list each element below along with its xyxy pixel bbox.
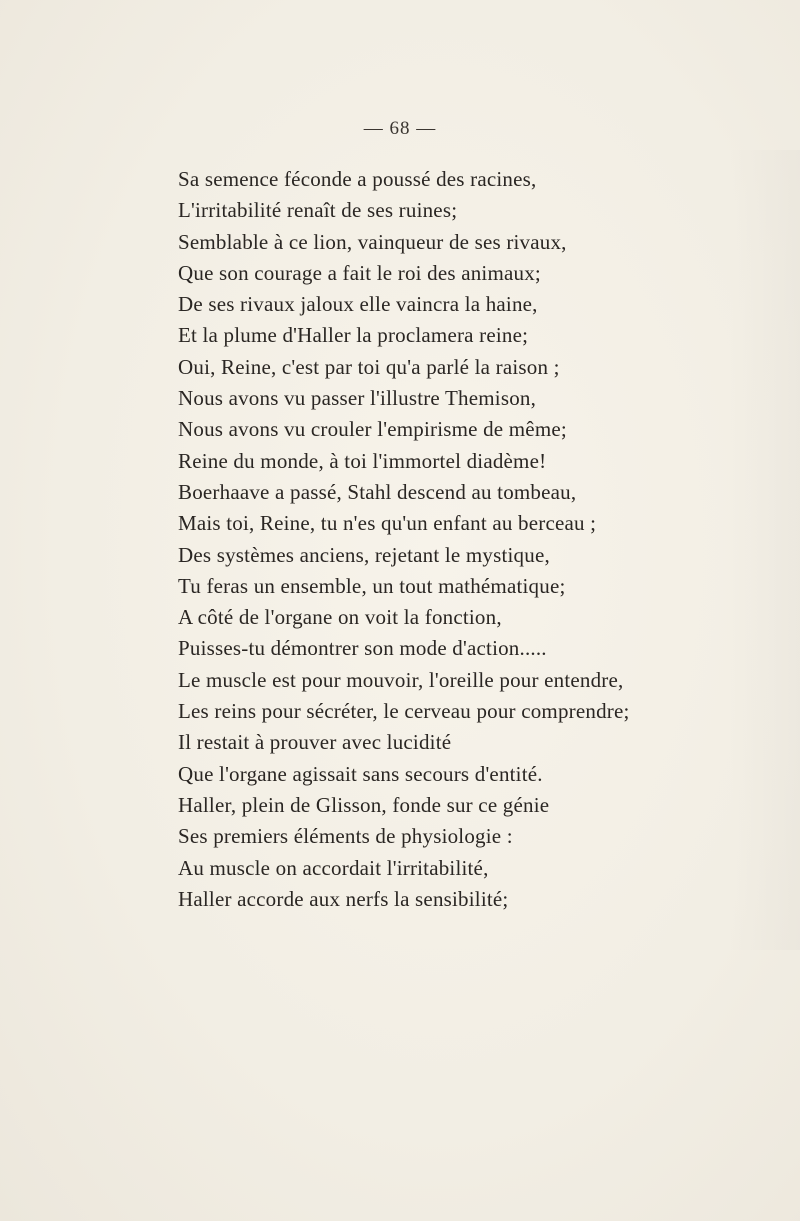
show-through-shadow (730, 150, 800, 950)
verse-line: Il restait à prouver avec lucidité (178, 730, 452, 755)
verse-line: Boerhaave a passé, Stahl descend au tombeau, (178, 479, 577, 504)
verse-line: Haller accorde aux nerfs la sensibilité; (178, 886, 509, 911)
verse-line: De ses rivaux jaloux elle vaincra la haine, (178, 292, 538, 317)
verse-line: Semblable à ce lion, vainqueur de ses rivaux, (178, 229, 567, 254)
verse-line: Nous avons vu passer l'illustre Themison, (178, 386, 537, 411)
verse-line: Mais toi, Reine, tu n'es qu'un enfant au berceau ; (178, 511, 597, 536)
verse-line: Puisses-tu démontrer son mode d'action..... (178, 636, 547, 661)
verse-line: Le muscle est pour mouvoir, l'oreille pour entendre, (178, 667, 624, 692)
poem-verses (178, 164, 630, 915)
verse-line: Reine du monde, à toi l'immortel diadème! (178, 448, 547, 473)
verse-line: L'irritabilité renaît de ses ruines; (178, 198, 458, 223)
verse-line: Les reins pour sécréter, le cerveau pour comprendre; (178, 699, 630, 724)
verse-line: Haller, plein de Glisson, fonde sur ce génie (178, 792, 550, 817)
verse-line: Que son courage a fait le roi des animaux; (178, 260, 541, 285)
verse-line: Que l'organe agissait sans secours d'entité. (178, 761, 543, 786)
verse-line: Tu feras un ensemble, un tout mathématique; (178, 573, 566, 598)
verse-line: A côté de l'organe on voit la fonction, (178, 605, 502, 630)
verse-line: Au muscle on accordait l'irritabilité, (178, 855, 489, 880)
page-number: — 68 — (363, 118, 437, 139)
verse-line: Des systèmes anciens, rejetant le mystique, (178, 542, 550, 567)
verse-line: Et la plume d'Haller la proclamera reine; (178, 323, 529, 348)
verse-line: Oui, Reine, c'est par toi qu'a parlé la raison ; (178, 354, 560, 379)
verse-line: Ses premiers éléments de physiologie : (178, 824, 513, 849)
verse-line: Sa semence féconde a poussé des racines, (178, 167, 537, 191)
verse-line: Nous avons vu crouler l'empirisme de même; (178, 417, 567, 442)
